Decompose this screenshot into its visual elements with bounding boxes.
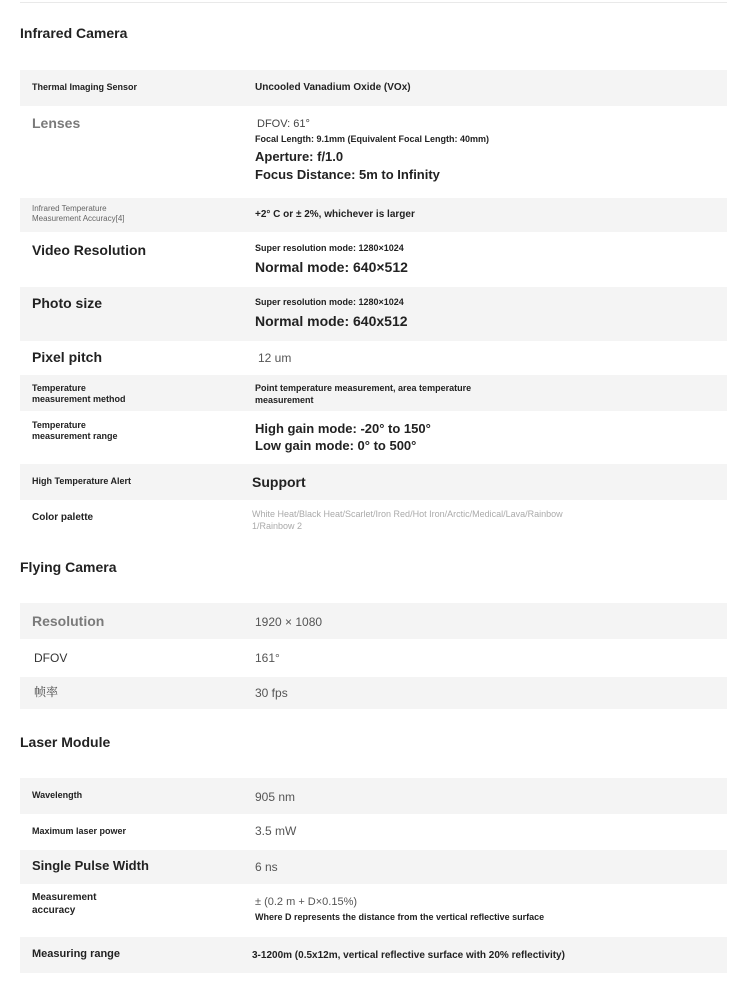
- method-line: measurement: [255, 394, 314, 405]
- spec-value: 30 fps: [255, 686, 288, 700]
- spec-label: Maximum laser power: [32, 826, 127, 836]
- spec-value: 905 nm: [255, 790, 296, 804]
- spec-value: [255, 421, 715, 455]
- spec-label-line: Temperature: [32, 383, 86, 393]
- spec-row-measurement-range: [20, 412, 727, 464]
- spec-label: Single Pulse Width: [32, 858, 149, 873]
- lenses-dfov: DFOV: 61°: [257, 118, 310, 130]
- photo-super-resolution: Super resolution mode: 1280×1024: [255, 297, 404, 307]
- spec-value: Support: [252, 474, 306, 490]
- spec-row-measurement-method: [20, 375, 727, 411]
- spec-row-pixel-pitch: [20, 342, 727, 374]
- spec-value: +2° C or ± 2%, whichever is larger: [255, 209, 415, 220]
- spec-label: Resolution: [32, 613, 105, 629]
- spec-label: Pixel pitch: [32, 349, 103, 365]
- spec-row-frame-rate: [20, 677, 727, 709]
- lenses-focus-distance: Focus Distance: 5m to Infinity: [255, 166, 440, 182]
- top-divider: [20, 2, 727, 3]
- spec-row-lenses: [20, 106, 727, 196]
- spec-label: [32, 892, 96, 917]
- spec-label-line: accuracy: [32, 904, 76, 916]
- spec-row-color-palette: [20, 502, 727, 538]
- spec-value: 3-1200m (0.5x12m, vertical reflective surface with 20% reflectivity): [252, 950, 565, 961]
- spec-label: Photo size: [32, 295, 103, 311]
- spec-value: [255, 243, 715, 276]
- spec-label-line: Measurement: [32, 892, 97, 903]
- spec-row-thermal-sensor: [20, 70, 727, 106]
- spec-label: [32, 204, 124, 224]
- accuracy-note: Where D represents the distance from the vertical reflective surface: [255, 912, 545, 923]
- spec-label: Measuring range: [32, 948, 121, 960]
- spec-row-temperature-accuracy: [20, 198, 727, 232]
- lenses-focal-length: Focal Length: 9.1mm (Equivalent Focal Length: 40mm): [255, 134, 490, 145]
- spec-row-resolution: [20, 603, 727, 639]
- spec-label: High Temperature Alert: [32, 476, 132, 486]
- spec-row-photo-size: [20, 287, 727, 341]
- lenses-aperture: Aperture: f/1.0: [255, 148, 344, 164]
- spec-value: 3.5 mW: [255, 824, 297, 838]
- palette-line: 1/Rainbow 2: [252, 521, 303, 532]
- spec-label: 帧率: [34, 685, 59, 699]
- spec-value: Uncooled Vanadium Oxide (VOx): [255, 82, 411, 93]
- spec-label: Video Resolution: [32, 242, 147, 258]
- spec-label: DFOV: [34, 651, 68, 665]
- spec-value: 1920 × 1080: [255, 615, 323, 629]
- spec-label-line: measurement method: [32, 394, 126, 405]
- spec-row-wavelength: [20, 778, 727, 814]
- spec-value: 161°: [255, 651, 280, 665]
- range-high-gain: High gain mode: -20° to 150°: [255, 421, 431, 436]
- spec-label: Wavelength: [32, 790, 83, 800]
- spec-row-pulse-width: [20, 850, 727, 884]
- spec-row-measurement-accuracy: [20, 886, 727, 936]
- spec-label: Thermal Imaging Sensor: [32, 82, 138, 92]
- spec-label-line: Infrared Temperature: [32, 204, 107, 213]
- section-title-flying-camera: Flying Camera: [20, 559, 117, 575]
- spec-value: 6 ns: [255, 860, 278, 874]
- spec-label-line: measurement range: [32, 431, 118, 442]
- method-line: Point temperature measurement, area temperature: [255, 383, 472, 393]
- spec-label-line: Temperature: [32, 420, 86, 430]
- spec-label: [32, 383, 126, 406]
- spec-value: [255, 297, 715, 330]
- spec-value: [255, 117, 715, 184]
- video-normal-mode: Normal mode: 640×512: [255, 258, 408, 275]
- spec-label: [32, 420, 118, 443]
- spec-value: [252, 508, 712, 532]
- range-low-gain: Low gain mode: 0° to 500°: [255, 437, 417, 453]
- accuracy-formula: ± (0.2 m + D×0.15%): [255, 896, 358, 908]
- spec-label: Lenses: [32, 115, 81, 131]
- spec-row-dfov: [20, 640, 727, 676]
- video-super-resolution: Super resolution mode: 1280×1024: [255, 243, 404, 253]
- section-title-infrared-camera: Infrared Camera: [20, 25, 128, 41]
- spec-value: [255, 895, 715, 924]
- photo-normal-mode: Normal mode: 640x512: [255, 312, 408, 329]
- spec-value: [255, 383, 715, 406]
- spec-row-laser-power: [20, 815, 727, 849]
- spec-row-measuring-range: [20, 937, 727, 973]
- spec-value: 12 um: [258, 351, 292, 365]
- section-title-laser-module: Laser Module: [20, 734, 111, 750]
- spec-label-line: Measurement Accuracy[4]: [32, 214, 125, 223]
- palette-line: White Heat/Black Heat/Scarlet/Iron Red/Hot Iron/Arctic/Medical/Lava/Rainbow: [252, 509, 563, 519]
- spec-row-video-resolution: [20, 234, 727, 286]
- spec-label: Color palette: [32, 512, 94, 523]
- spec-row-high-temperature-alert: [20, 464, 727, 500]
